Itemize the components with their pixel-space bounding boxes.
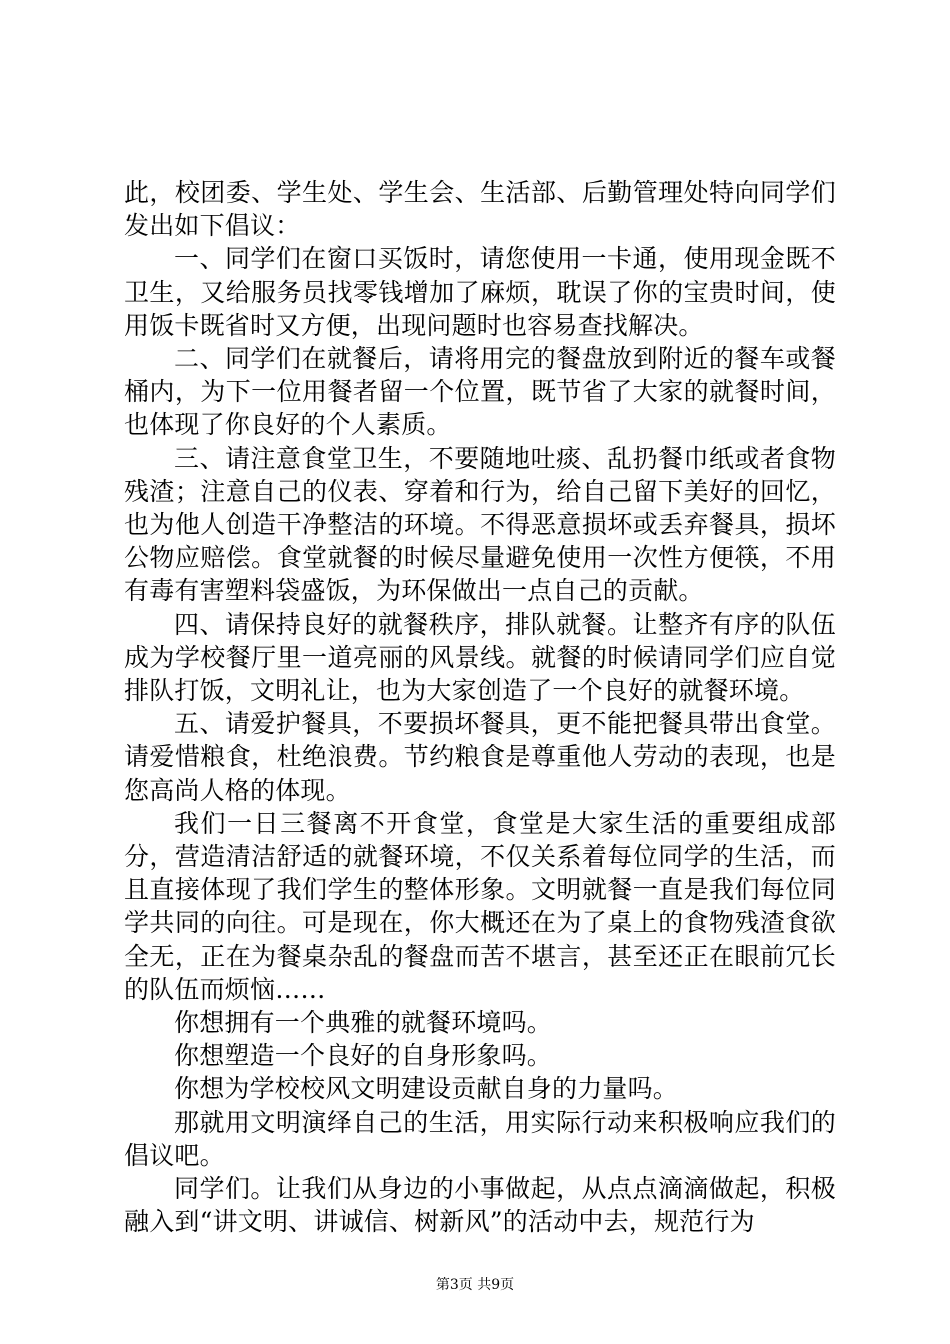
paragraph-item-2: 二、同学们在就餐后，请将用完的餐盘放到附近的餐车或餐桶内，为下一位用餐者留一个位置，既节省了大家的就餐时间，也体现了你良好的个人素质。 bbox=[124, 344, 836, 440]
paragraph-question-1: 你想拥有一个典雅的就餐环境吗。 bbox=[174, 1008, 553, 1038]
paragraph-question-3: 你想为学校校风文明建设贡献自身的力量吗。 bbox=[174, 1074, 679, 1104]
paragraph-continuation: 此，校团委、学生处、学生会、生活部、后勤管理处特向同学们发出如下倡议： bbox=[124, 178, 836, 241]
paragraph-question-2: 你想塑造一个良好的自身形象吗。 bbox=[174, 1041, 553, 1071]
paragraph-canteen: 我们一日三餐离不开食堂，食堂是大家生活的重要组成部分，营造清洁舒适的就餐环境，不仅关系着每位同学的生活，而且直接体现了我们学生的整体形象。文明就餐一直是我们每位同学共同的向往。可是现在，你大概还在为了桌上的食物残渣食欲全无，正在为餐桌杂乱的餐盘而苦不堪言，甚至还正在眼前冗长的队伍而烦恼…… bbox=[124, 808, 836, 1004]
paragraph-call-to-action: 那就用文明演绎自己的生活，用实际行动来积极响应我们的倡议吧。 bbox=[124, 1107, 836, 1170]
paragraph-item-4: 四、请保持良好的就餐秩序，排队就餐。让整齐有序的队伍成为学校餐厅里一道亮丽的风景线。就餐的时候请同学们应自觉排队打饭，文明礼让，也为大家创造了一个良好的就餐环境。 bbox=[124, 609, 836, 706]
paragraph-item-3: 三、请注意食堂卫生，不要随地吐痰、乱扔餐巾纸或者食物残渣；注意自己的仪表、穿着和行为，给自己留下美好的回忆，也为他人创造干净整洁的环境。不得恶意损坏或丢弃餐具，损坏公物应赔偿。食堂就餐的时候尽量避免使用一次性方便筷，不用有毒有害塑料袋盛饭，为环保做出一点自己的贡献。 bbox=[124, 443, 836, 606]
paragraph-closing: 同学们。让我们从身边的小事做起，从点点滴滴做起，积极融入到“讲文明、讲诚信、树新风”的活动中去，规范行为 bbox=[124, 1174, 836, 1237]
page-number-footer: 第3页 共9页 bbox=[435, 1277, 515, 1293]
document-body bbox=[124, 176, 836, 1239]
paragraph-item-5: 五、请爱护餐具，不要损坏餐具，更不能把餐具带出食堂。请爱惜粮食，杜绝浪费。节约粮食是尊重他人劳动的表现，也是您高尚人格的体现。 bbox=[124, 709, 836, 805]
paragraph-item-1: 一、同学们在窗口买饭时，请您使用一卡通，使用现金既不卫生，又给服务员找零钱增加了麻烦，耽误了你的宝贵时间，使用饭卡既省时又方便，出现问题时也容易查找解决。 bbox=[124, 244, 836, 340]
